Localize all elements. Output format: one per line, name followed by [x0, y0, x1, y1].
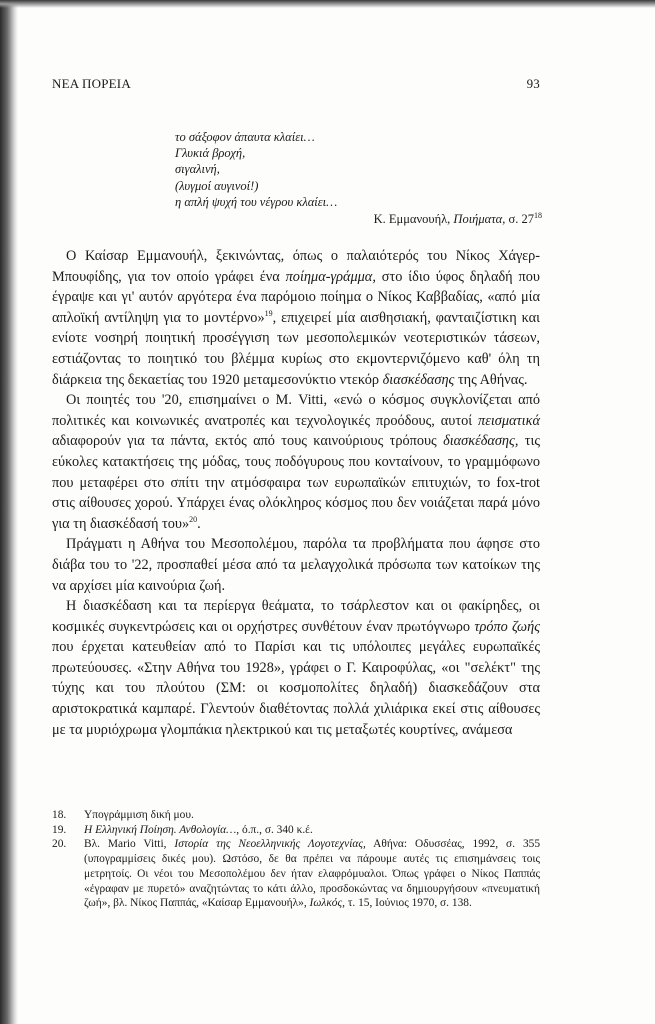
verse-line: η απλή ψυχή του νέγρου κλαίει…: [175, 194, 338, 209]
text-run: που έρχεται κατευθείαν από το Παρίσι και τις υπόλοιπες μεγάλες ευρωπαϊκές πρωτεύουσες. «Στην Αθήνα του 1928», γράφει ο Γ. Καιροφύλας, «οι "σελέκτ" της τύχης και του πλούτου (ΣΜ: οι κοσμοπολίτες δηλαδή) διασκεδάζουν στα αριστοκρατικά καμπαρέ. Γλεντούν διαθέτοντας πολλά χιλιάρικα εκεί στις αίθουσες με τα μυριόχρωμα γλομπάκια ηλεκτρικού και τις μεταξωτές κουρτίνες, ανάμεσα: [52, 639, 540, 738]
footnote-title: Ιστορία της Νεοελληνικής Λογοτεχνίας,: [174, 838, 366, 851]
main-text: [52, 246, 540, 740]
footnote-19: [52, 823, 540, 838]
footnote-text: τ. 15, Ιούνιος 1970, σ. 138.: [347, 897, 472, 910]
text-run: Η διασκέδαση και τα περίεργα θεάματα, το τσάρλεστον και οι φακίρηδες, οι κοσμικές συγκεντρώσεις και οι ορχήστρες συνθέτουν έναν πρωτόγνωρο: [52, 598, 540, 635]
text-run: τις εύκολες κατακτήσεις της μόδας, τους ποδόγυρους που κονταίνουν, το γραμμόφωνο που μεταφέρει στο σπίτι την ατμόσφαιρα των ευρωπαϊκών επιτυχιών, το fox-trot στις αίθουσες χορού. Υπάρχει ένας ολόκληρος κόσμος που δεν νοιάζεται παρά μόνο για τη διασκέδασή του»: [52, 433, 541, 532]
footnote-text: , ό.π., σ. 340 κ.έ.: [236, 823, 313, 836]
text-run-italic: πεισματικά: [478, 412, 540, 429]
text-run: αδιαφορούν για τα πάντα, εκτός από τους καινούριους τρόπους: [52, 433, 437, 450]
verse-line: Γλυκιά βροχή,: [175, 146, 246, 161]
footnote-ref: 18: [534, 210, 542, 220]
verse-line: (λυγμοί αυγινοί!): [175, 178, 259, 193]
text-run-italic: ποίημα-γράμμα,: [285, 268, 376, 285]
footnote-journal: Ιωλκός,: [309, 897, 345, 910]
verse-line: σιγαλινή,: [175, 162, 220, 177]
text-run-italic: τρόπο ζωής: [474, 618, 540, 635]
footnote-text: Αθήνα: Οδυσσέας, 1992, σ. 355 (υπογραμμίσεις δικές μου). Ωστόσο, δε θα πρέπει να πάρουμε αυτές τις επισημάνσεις τοις μετρητοίς. Οι νέοι του Μεσοπολέμου δεν ήταν ελαφρόμυαλοι. Όπως γράφει ο Νίκος Παππάς «έγραφαν με πυρετό» αναζητώντας το κάτι άλλο, προσδοκώντας να δημιουργήσουν «πνευματική ζωή», βλ. Νίκος Παππάς, «Καίσαρ Εμμανουήλ»,: [84, 838, 541, 910]
paragraph: [52, 390, 540, 534]
footnote-text: Βλ. Mario Vitti,: [84, 838, 167, 851]
text-run: , επιχειρεί μία αισθησιακή, φανταιζίστικη και ενίοτε νοσηρή ποιητική προσέγγιση των μεσοπολεμικών νεοτεριστικών τάσεων, εστιάζοντας το ποιητικό του βλέμμα κυρίως στο εκμοντερνιζόμενο καθ' όλη τη διάρκεια της δεκαετίας του 1920 μεταμεσονύκτιο ντεκόρ: [52, 309, 540, 388]
epigraph-source: [374, 212, 542, 227]
epigraph-verse: [175, 129, 337, 210]
text-run: Οι ποιητές του '20, επισημαίνει ο Μ. Vitti, «ενώ ο κόσμος συγκλονίζεται από πολιτικές και κοινωνικές ανατροπές και τεχνολογικές προόδους, αυτοί: [52, 392, 540, 429]
footnote-20: [52, 837, 540, 911]
text-run: .: [197, 515, 201, 532]
text-run-italic: διασκέδασης: [382, 371, 455, 388]
footnote-title: Η Ελληνική Ποίηση. Ανθολογία…: [84, 823, 237, 836]
scan-edge-shadow-left: [0, 0, 18, 1024]
footnote-number: 20.: [52, 838, 67, 851]
text-run: Ο Καίσαρ Εμμανουήλ, ξεκινώντας, όπως ο παλαιότερός του Νίκος Χάγερ-Μπουφίδης, για τον οποίο γράφει ένα: [52, 248, 540, 285]
source-title: Ποιήματα,: [453, 212, 506, 226]
footnote-18: [52, 808, 540, 823]
footnote-text: Υπογράμμιση δική μου.: [84, 809, 194, 821]
text-run-italic: διασκέδασης,: [443, 433, 519, 450]
footnote-number: 18.: [52, 809, 67, 821]
paragraph: [52, 596, 540, 740]
page-number: 93: [526, 76, 540, 91]
text-run: της Αθήνας.: [457, 371, 528, 388]
text-run: στο ίδιο ύφος δηλαδή που έγραψε και γι' αυτόν αργότερα ένα παρόμοιο ποίημα ο Νίκος Καββαδίας, «από μία απλοϊκή αντίληψη για το μοντέρνο»: [52, 268, 541, 326]
footnote-ref: 19: [264, 309, 273, 319]
verse-line: το σάξοφον άπαυτα κλαίει…: [175, 130, 315, 144]
footnotes: [52, 808, 540, 911]
paragraph: [52, 246, 540, 390]
source-page: σ. 27: [508, 212, 534, 226]
source-author: Κ. Εμμανουήλ,: [373, 212, 451, 226]
scan-edge-shadow-top: [0, 0, 655, 8]
footnote-number: 19.: [52, 823, 67, 836]
paragraph: Πράγματι η Αθήνα του Μεσοπολέμου, παρόλα τα προβλήματα που άφησε στο διάβα του το '22, προσπαθεί μέσα από τα μελαγχολικά πρόσωπα των κατοίκων της να αρχίσει μία καινούρια ζωή.: [52, 536, 540, 594]
journal-title: ΝΕΑ ΠΟΡΕΙΑ: [52, 76, 131, 91]
footnote-ref: 20: [189, 514, 198, 524]
